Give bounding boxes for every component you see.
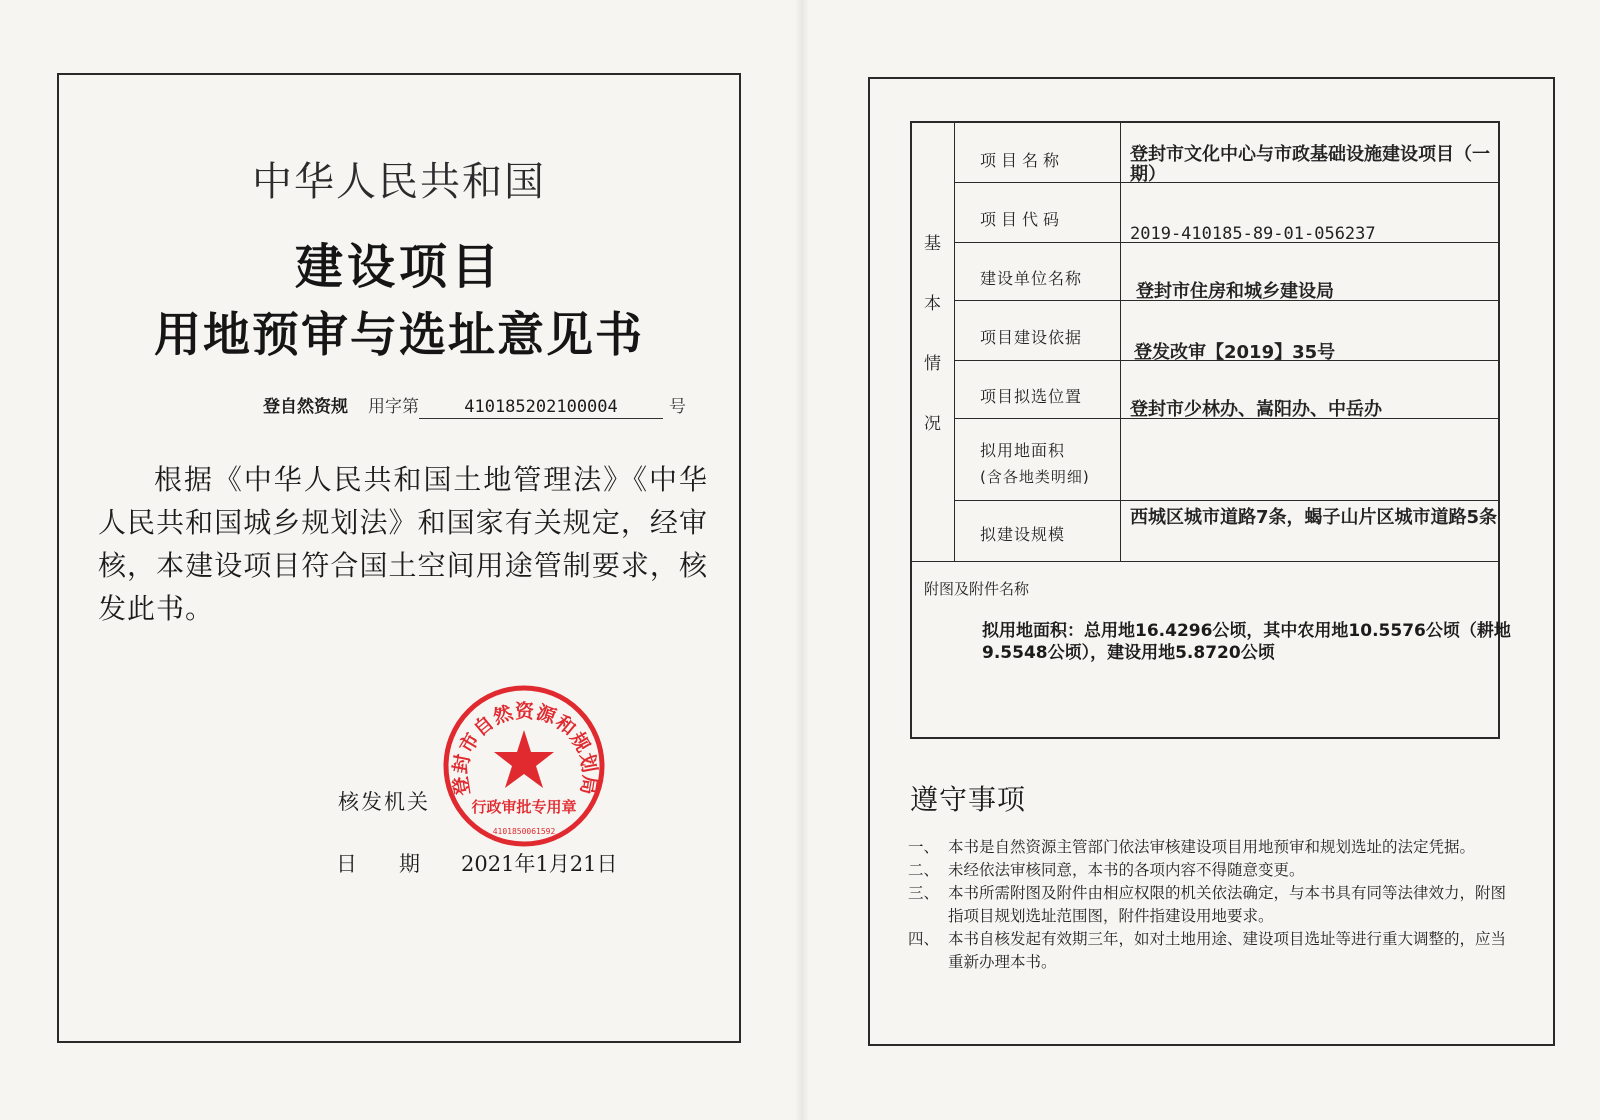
row-value-basis: 登发改审【2019】35号 [1134, 342, 1336, 363]
row-value-project-code: 2019-410185-89-01-056237 [1130, 224, 1376, 244]
notice-item [908, 928, 1508, 974]
document-number-line [263, 392, 723, 422]
issuer-abbreviation: 登自然资规 [263, 397, 348, 417]
number-prefix: 用字第 [368, 397, 419, 417]
notice-item [908, 859, 1508, 882]
side-label-char: 情 [924, 354, 941, 374]
row-label-basis: 项目建设依据 [980, 328, 1083, 347]
row-label-builder: 建设单位名称 [980, 269, 1083, 288]
notice-number: 二、 [908, 861, 940, 879]
notice-list [908, 836, 1508, 974]
row-value-project-name: 登封市文化中心与市政基础设施建设项目（一期） [1130, 144, 1490, 185]
notice-number: 一、 [908, 838, 940, 856]
notice-number: 四、 [908, 930, 940, 948]
row-value-location: 登封市少林办、嵩阳办、中岳办 [1130, 399, 1382, 420]
notice-item [908, 882, 1508, 928]
notice-item [908, 836, 1508, 859]
row-label-project-name: 项目名称 [980, 151, 1065, 170]
document-number: 410185202100004 [419, 397, 663, 419]
notice-text: 本书是自然资源主管部门依法审核建设项目用地预审和规划选址的法定凭据。 [948, 838, 1476, 856]
row-label-land-area-detail: (含各地类明细) [980, 468, 1090, 486]
side-label-char: 况 [924, 414, 941, 434]
nation-title: 中华人民共和国 [252, 159, 546, 205]
notice-text: 未经依法审核同意，本书的各项内容不得随意变更。 [948, 861, 1305, 879]
seal-text: 登封市自然资源和规划局 [449, 700, 601, 798]
row-label-land-area: 拟用地面积 [980, 441, 1066, 460]
notice-text: 本书所需附图及附件由相应权限的机关依法确定，与本书具有同等法律效力，附图指项目规划选址范围图，附件指建设用地要求。 [948, 884, 1507, 925]
side-label-char: 本 [924, 294, 941, 314]
basic-info-side-label [910, 121, 955, 561]
label-column-divider [1120, 121, 1121, 561]
seal-code: 4101850061592 [492, 827, 556, 836]
row-value-builder: 登封市住房和城乡建设局 [1136, 281, 1334, 302]
row-label-scale: 拟建设规模 [980, 525, 1066, 544]
row-divider [955, 500, 1500, 501]
official-seal-icon [440, 682, 608, 850]
attachments-label: 附图及附件名称 [924, 580, 1030, 598]
attachments-value: 拟用地面积：总用地16.4296公顷，其中农用地10.5576公顷（耕地9.5548公顷），建设用地5.8720公顷 [982, 621, 1511, 663]
notice-heading: 遵守事项 [910, 783, 1027, 816]
issuing-authority-label: 核发机关 [338, 790, 430, 814]
date-label: 日 期 [336, 852, 420, 876]
page-fold [795, 0, 809, 1120]
row-divider [910, 561, 1500, 562]
seal-subtext: 行政审批专用章 [471, 798, 577, 816]
notice-number: 三、 [908, 884, 940, 902]
number-suffix: 号 [669, 397, 686, 417]
row-value-scale: 西城区城市道路7条，蝎子山片区城市道路5条 [1130, 507, 1498, 528]
row-label-location: 项目拟选位置 [980, 387, 1083, 406]
side-label-char: 基 [924, 234, 941, 254]
row-label-project-code: 项目代码 [980, 210, 1065, 229]
document-title-line1: 建设项目 [294, 239, 503, 295]
issue-date: 2021年1月21日 [461, 852, 618, 876]
body-paragraph: 根据《中华人民共和国土地管理法》《中华人民共和国城乡规划法》和国家有关规定，经审核，本建设项目符合国土空间用途管制要求，核发此书。 [98, 463, 708, 625]
notice-text: 本书自核发起有效期三年，如对土地用途、建设项目选址等进行重大调整的，应当重新办理本书。 [948, 930, 1507, 971]
document-title-line2: 用地预审与选址意见书 [154, 308, 644, 363]
